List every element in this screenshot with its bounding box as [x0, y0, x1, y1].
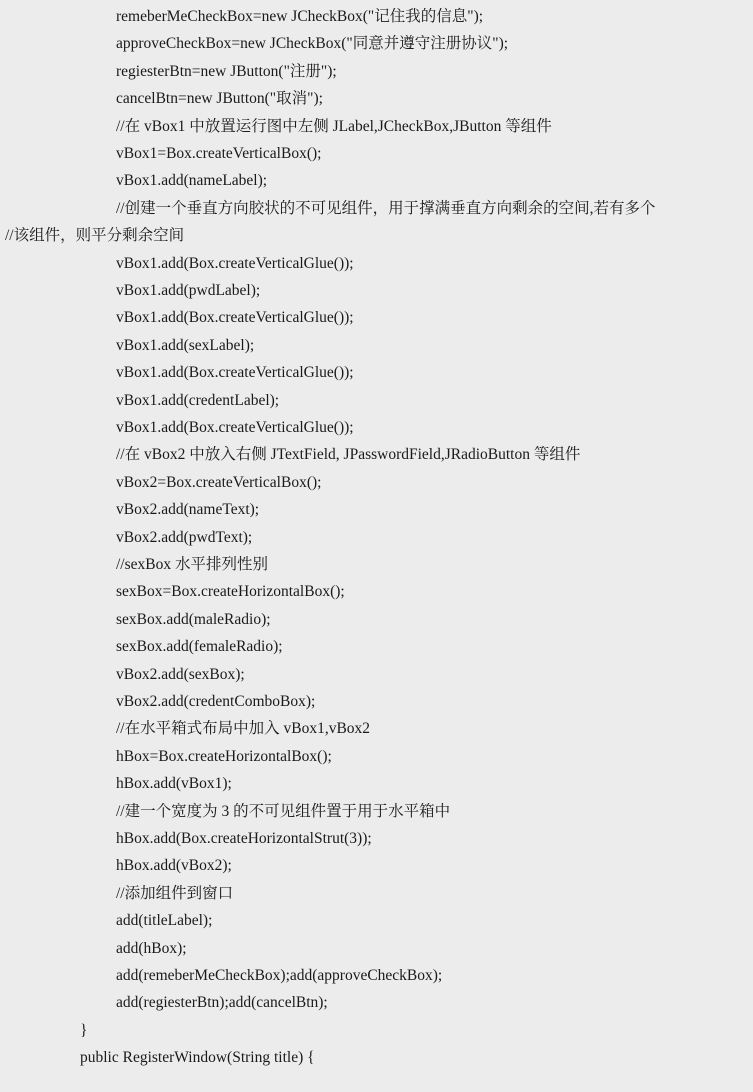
code-line: vBox2=Box.createVerticalBox(); [116, 473, 322, 491]
code-line: hBox.add(vBox2); [116, 857, 232, 875]
code-line: vBox2.add(sexBox); [116, 665, 245, 683]
code-line: hBox.add(Box.createHorizontalStrut(3)); [116, 830, 372, 847]
code-line: add(regiesterBtn);add(cancelBtn); [116, 994, 328, 1012]
code-line: vBox2.add(pwdText); [116, 528, 253, 546]
code-line: add(remeberMeCheckBox);add(approveCheckBox); [116, 967, 443, 984]
code-line: //添加组件到窗口 [116, 884, 234, 902]
code-line: vBox1.add(sexLabel); [116, 336, 255, 354]
code-line: vBox1.add(nameLabel); [116, 172, 268, 190]
code-line: vBox1.add(credentLabel); [116, 391, 280, 409]
code-line: //在 vBox2 中放入右侧 JTextField, JPasswordField,JRadioButton 等组件 [116, 446, 581, 464]
code-line: hBox=Box.createHorizontalBox(); [116, 747, 332, 765]
code-line: sexBox.add(maleRadio); [116, 610, 271, 628]
code-line: vBox2.add(credentComboBox); [116, 693, 316, 710]
code-line: //在 vBox1 中放置运行图中左侧 JLabel,JCheckBox,JButton 等组件 [116, 117, 552, 135]
code-line: sexBox.add(femaleRadio); [116, 638, 283, 656]
code-line: vBox2.add(nameText); [116, 501, 260, 519]
code-line: sexBox=Box.createHorizontalBox(); [116, 583, 345, 601]
code-line: approveCheckBox=new JCheckBox("同意并遵守注册协议"); [116, 35, 509, 53]
code-line: vBox1.add(pwdLabel); [116, 282, 261, 299]
code-line: } [80, 1021, 88, 1039]
code-line: vBox1.add(Box.createVerticalGlue()); [116, 419, 354, 436]
code-line: //sexBox 水平排列性别 [116, 556, 268, 573]
code-line: vBox1.add(Box.createVerticalGlue()); [116, 364, 354, 382]
code-line: add(hBox); [116, 939, 187, 957]
code-line: remeberMeCheckBox=new JCheckBox("记住我的信息"); [116, 8, 484, 25]
code-line: hBox.add(vBox1); [116, 775, 232, 793]
code-line: //在水平箱式布局中加入 vBox1,vBox2 [116, 720, 371, 738]
code-line: public RegisterWindow(String title) { [80, 1049, 315, 1067]
code-line: add(titleLabel); [116, 912, 213, 930]
code-line: //创建一个垂直方向胶状的不可见组件，用于撑满垂直方向剩余的空间,若有多个 [116, 199, 656, 217]
code-line: vBox1.add(Box.createVerticalGlue()); [116, 309, 354, 327]
code-line: vBox1.add(Box.createVerticalGlue()); [116, 254, 354, 272]
code-line: vBox1=Box.createVerticalBox(); [116, 145, 322, 162]
code-line: //该组件，则平分剩余空间 [5, 227, 185, 245]
code-line: regiesterBtn=new JButton("注册"); [116, 62, 337, 80]
code-line: //建一个宽度为 3 的不可见组件置于用于水平箱中 [116, 802, 451, 820]
code-line: cancelBtn=new JButton("取消"); [116, 90, 323, 108]
